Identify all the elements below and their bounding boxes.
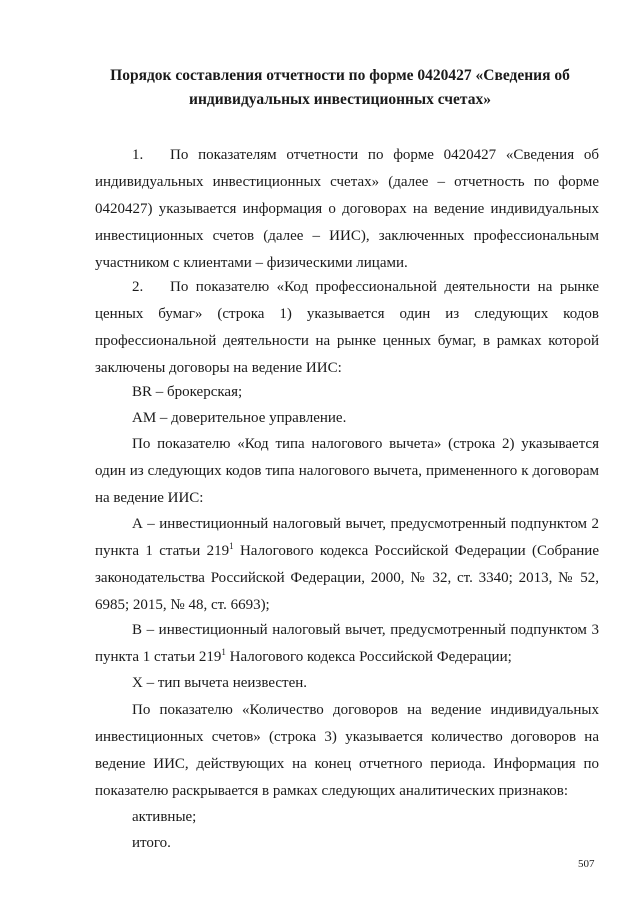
attribute-active: активные; xyxy=(132,809,197,825)
code-b-line-2 xyxy=(95,647,599,667)
code-br-item: BR – брокерская; xyxy=(132,384,243,400)
paragraph-4-line-1: По показателю «Количество договоров на ведение индивидуальных xyxy=(132,702,599,718)
code-b-line-1: В – инвестиционный налоговый вычет, предусмотренный подпунктом 3 xyxy=(132,622,599,638)
paragraph-1-line-4: инвестиционных счетов (далее – ИИС), заключенных профессиональным xyxy=(95,228,599,244)
paragraph-2-line-1: По показателю «Код профессиональной деятельности на рынке xyxy=(170,279,599,295)
attribute-total: итого. xyxy=(132,835,171,851)
code-a-line-2-end: Налогового кодекса Российской Федерации (Собрание xyxy=(233,543,599,559)
code-a-line-3: законодательства Российской Федерации, 2000, № 32, ст. 3340; 2013, № 52, xyxy=(95,570,599,586)
document-title-line-1: Порядок составления отчетности по форме 0420427 «Сведения об xyxy=(110,67,570,84)
paragraph-2-number: 2. xyxy=(132,279,144,295)
paragraph-3-line-1: По показателю «Код типа налогового вычета» (строка 2) указывается xyxy=(132,436,599,452)
paragraph-2-line-3: профессиональной деятельности на рынке ценных бумаг, в рамках которой xyxy=(95,333,599,349)
paragraph-4-line-2: инвестиционных счетов» (строка 3) указывается количество договоров на xyxy=(95,729,599,745)
paragraph-1-line-2: индивидуальных инвестиционных счетах» (далее – отчетность по форме xyxy=(95,174,599,190)
paragraph-4-line-3: ведение ИИС, действующих на конец отчетного периода. Информация по xyxy=(95,756,599,772)
code-a-line-1: А – инвестиционный налоговый вычет, предусмотренный подпунктом 2 xyxy=(132,516,599,532)
page-number: 507 xyxy=(578,858,595,870)
code-a-line-2-start: пункта 1 статьи 219 xyxy=(95,543,230,559)
paragraph-3-line-2: один из следующих кодов типа налогового вычета, примененного к договорам xyxy=(95,463,599,479)
code-b-line-2-end: Налогового кодекса Российской Федерации; xyxy=(225,649,512,665)
superscript-1: 1 xyxy=(229,541,234,551)
paragraph-1-line-1: По показателям отчетности по форме 0420427 «Сведения об xyxy=(170,147,599,163)
paragraph-2-line-2: ценных бумаг» (строка 1) указывается один из следующих кодов xyxy=(95,306,599,322)
paragraph-1-line-5: участником с клиентами – физическими лицами. xyxy=(95,255,408,271)
document-title-line-2: индивидуальных инвестиционных счетах» xyxy=(189,91,491,108)
paragraph-1-number: 1. xyxy=(132,147,144,163)
code-x-item: Х – тип вычета неизвестен. xyxy=(132,675,308,691)
superscript-1: 1 xyxy=(221,647,226,657)
code-b-line-2-start: пункта 1 статьи 219 xyxy=(95,649,222,665)
paragraph-2-line-4: заключены договоры на ведение ИИС: xyxy=(95,360,342,376)
code-a-line-2 xyxy=(95,541,599,561)
paragraph-3-line-3: на ведение ИИС: xyxy=(95,490,204,506)
paragraph-4-line-4: показателю раскрывается в рамках следующих аналитических признаков: xyxy=(95,783,569,799)
code-a-line-4: 6985; 2015, № 48, ст. 6693); xyxy=(95,597,270,613)
code-am-item: AM – доверительное управление. xyxy=(132,410,347,426)
paragraph-1-line-3: 0420427) указывается информация о договорах на ведение индивидуальных xyxy=(95,201,599,217)
